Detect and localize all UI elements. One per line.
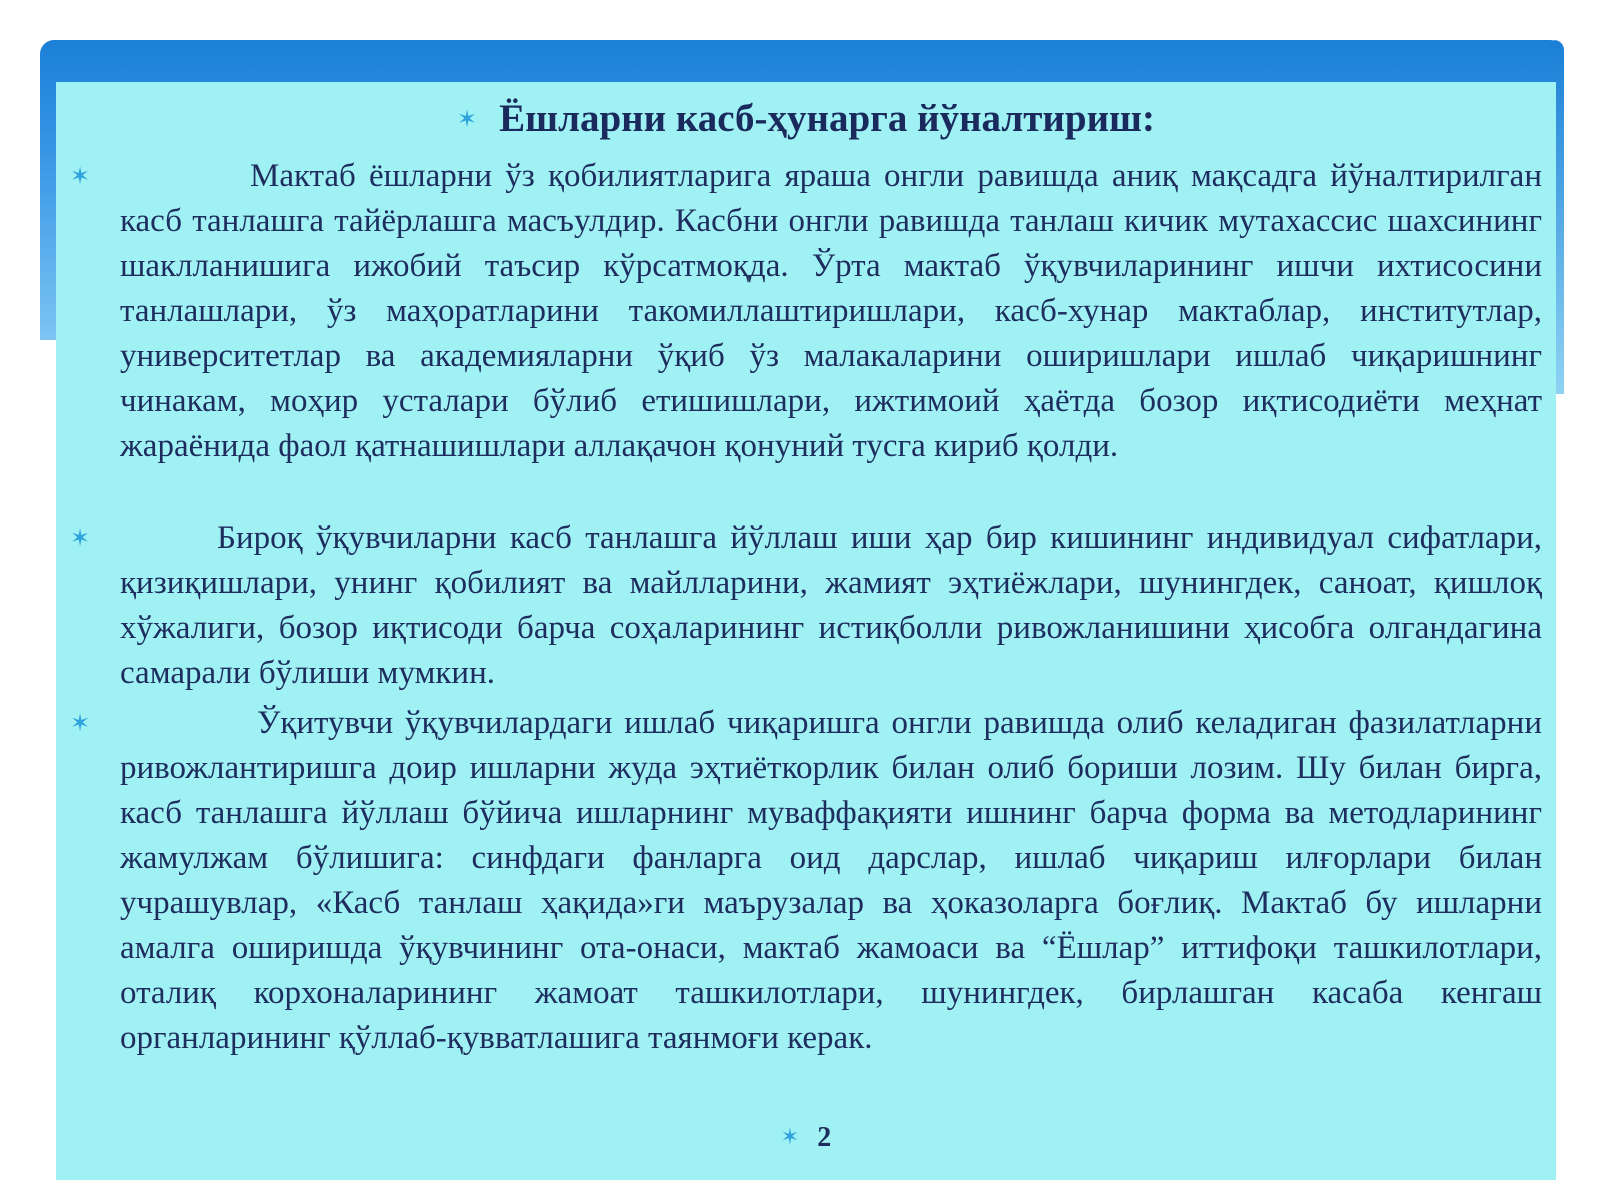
asterisk-bullet-icon: ✶: [457, 104, 478, 133]
asterisk-bullet-icon: ✶: [70, 709, 91, 737]
slide-title-row: [56, 96, 1556, 141]
asterisk-bullet-icon: ✶: [780, 1125, 800, 1150]
paragraph-text: Ўқитувчи ўқувчилардаги ишлаб чиқаришга онгли равишда олиб келадиган фазилатларни ривожлантиришга доир ишларни жуда эҳтиёткорлик билан олиб бориши лозим. Шу билан бирга, касб танлашга йўллаш бўйича ишларнинг муваффақияти ишнинг барча форма ва методларининг жамулжам бўлишига: синфдаги фанларга оид дарслар, ишлаб чиқариш илғорлари билан учрашувлар, «Касб танлаш ҳақида»ги маърузалар ва ҳоказоларга боғлиқ. Мактаб бу ишларни амалга оширишда ўқувчининг ота-онаси, мактаб жамоаси ва “Ёшлар” иттифоқи ташкилотлари, оталиқ корхоналарининг жамоат ташкилотлари, шунингдек, бирлашган касаба кенгаш органларининг қўллаб-қувватлашига таянмоғи керак.: [120, 705, 1542, 1056]
slide-footer: [56, 1122, 1556, 1154]
paragraph-2: [70, 516, 1542, 696]
slide-title: Ёшларни касб-ҳунарга йўналтириш:: [499, 97, 1155, 140]
paragraph-text: Мактаб ёшларни ўз қобилиятларига яраша онгли равишда аниқ мақсадга йўналтирилган касб танлашга тайёрлашга масъулдир. Касбни онгли равишда танлаш кичик мутахассис шахсининг шаклланишига ижобий таъсир кўрсатмоқда. Ўрта мактаб ўқувчиларининг ишчи ихтисосини танлашлари, ўз маҳоратларини такомиллаштиришлари, касб-хунар мактаблар, институтлар, университетлар ва академияларни ўқиб ўз малакаларини оширишлари ишлаб чиқаришнинг чинакам, моҳир усталари бўлиб етишишлари, ижтимоий ҳаётда бозор иқтисодиёти меҳнат жараёнида фаол қатнашишлари аллақачон қонуний тусга кириб қолди.: [120, 158, 1542, 464]
paragraph-text: Бироқ ўқувчиларни касб танлашга йўллаш иши ҳар бир кишининг индивидуал сифатлари, қизиқишлари, унинг қобилият ва майлларини, жамият эҳтиёжлари, шунингдек, саноат, қишлоқ хўжалиги, бозор иқтисоди барча соҳаларининг истиқболли ривожланишини ҳисобга олгандагина самарали бўлиши мумкин.: [120, 520, 1542, 691]
paragraph-3: [70, 701, 1542, 1061]
page-number: 2: [817, 1122, 832, 1153]
asterisk-bullet-icon: ✶: [70, 524, 91, 552]
asterisk-bullet-icon: ✶: [70, 162, 91, 190]
slide-content-panel: [56, 82, 1556, 1180]
paragraph-1: [70, 154, 1542, 469]
